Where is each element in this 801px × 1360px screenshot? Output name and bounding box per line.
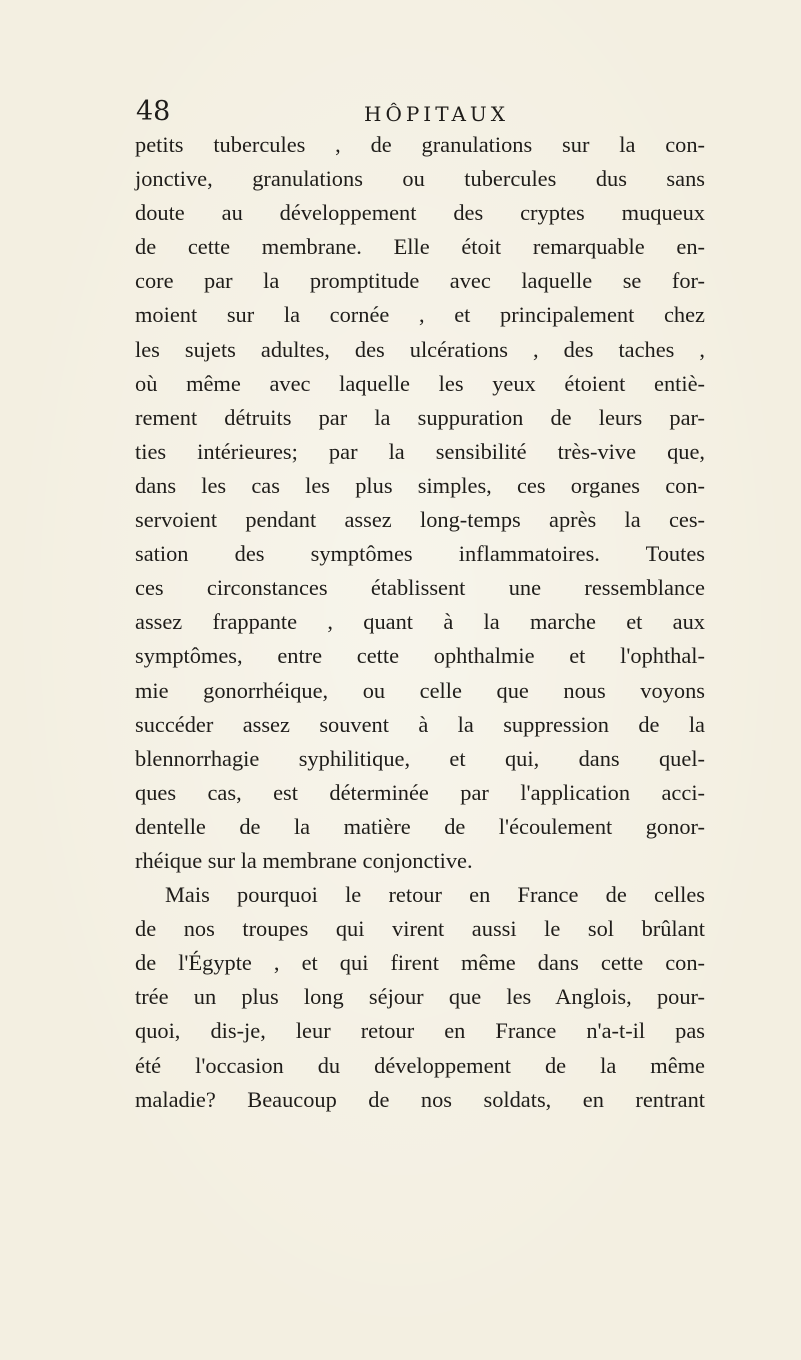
body-text	[135, 128, 705, 1117]
text-line: quoi, dis-je, leur retour en France n'a-t-il pas	[135, 1018, 705, 1044]
running-header	[136, 95, 696, 129]
text-line: ties intérieures; par la sensibilité très-vive que,	[135, 438, 705, 464]
running-title: HÔPITAUX	[364, 102, 509, 126]
text-line: petits tubercules , de granulations sur la con-	[135, 132, 705, 157]
text-line: sation des symptômes inflammatoires. Toutes	[135, 541, 705, 567]
text-line: assez frappante , quant à la marche et aux	[135, 609, 705, 635]
text-line: ques cas, est déterminée par l'application acci-	[135, 779, 705, 805]
text-line: dentelle de la matière de l'écoulement gonor-	[135, 813, 705, 839]
text-line: moient sur la cornée , et principalement chez	[135, 302, 705, 328]
text-line: trée un plus long séjour que les Anglois, pour-	[135, 984, 705, 1010]
text-line: symptômes, entre cette ophthalmie et l'ophthal-	[135, 643, 705, 669]
text-line: rement détruits par la suppuration de leurs par-	[135, 404, 705, 430]
text-line: été l'occasion du développement de la même	[135, 1052, 705, 1078]
text-line: ces circonstances établissent une ressemblance	[135, 575, 705, 601]
text-line: de cette membrane. Elle étoit remarquable en-	[135, 234, 705, 260]
text-line: maladie? Beaucoup de nos soldats, en rentrant	[135, 1086, 705, 1112]
text-line: succéder assez souvent à la suppression de la	[135, 711, 705, 737]
text-line: mie gonorrhéique, ou celle que nous voyons	[135, 677, 705, 703]
text-line: blennorrhagie syphilitique, et qui, dans quel-	[135, 745, 705, 771]
text-line: jonctive, granulations ou tubercules dus sans	[135, 166, 705, 192]
text-line: doute au développement des cryptes muqueux	[135, 200, 705, 226]
text-line: core par la promptitude avec laquelle se for-	[135, 268, 705, 294]
text-line: de nos troupes qui virent aussi le sol brûlant	[135, 916, 705, 942]
text-line: les sujets adultes, des ulcérations , des taches ,	[135, 336, 705, 362]
paragraph-first-line: Mais pourquoi le retour en France de celles	[165, 882, 705, 908]
text-line: de l'Égypte , et qui firent même dans cette con-	[135, 950, 705, 976]
text-line: servoient pendant assez long-temps après la ces-	[135, 507, 705, 533]
text-line: dans les cas les plus simples, ces organes con-	[135, 472, 705, 498]
page-number: 48	[136, 96, 171, 127]
paragraph-last-line: rhéique sur la membrane conjonctive.	[135, 847, 473, 873]
text-line: où même avec laquelle les yeux étoient entiè-	[135, 370, 705, 396]
